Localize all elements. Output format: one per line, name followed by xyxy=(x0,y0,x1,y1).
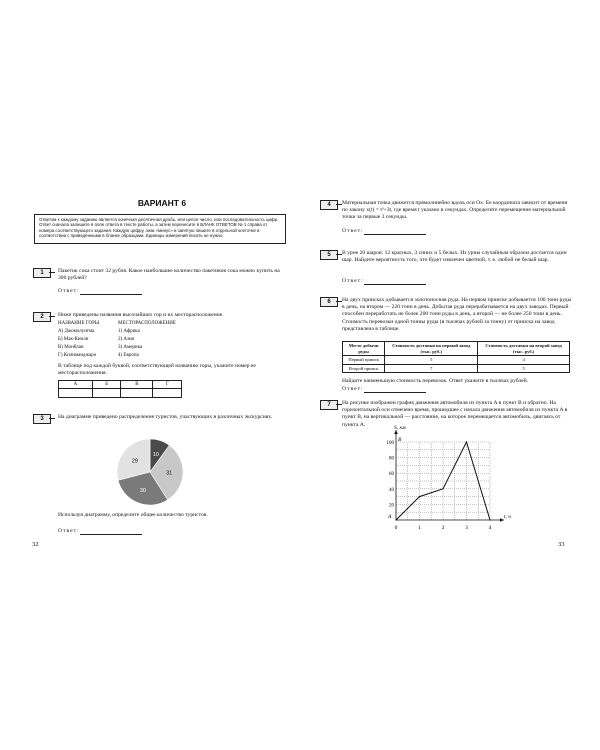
table-row2-name: Второй прииск xyxy=(343,364,385,373)
task-rule-2 xyxy=(49,316,55,317)
answer-label-3: Ответ: xyxy=(58,528,80,534)
x-tick-label-1: 1 xyxy=(418,525,421,531)
answer-field-3[interactable] xyxy=(80,528,142,535)
task-7-text: На рисунке изображен график движения автомобиля из пункта A в пункт B и обратно. На горизонтальной оси отмечено время, прошедшее с начала движения автомобиля из пункта A в пункт B, на вертикальной — расстояние, на которое перемещается автомобиль, двигаясь от пункта A. xyxy=(342,400,568,428)
grid-cell-a[interactable] xyxy=(59,389,93,398)
pie-chart xyxy=(110,432,190,512)
point-b-label: B xyxy=(398,437,402,443)
mountain-b: Б) Мак-Кинли xyxy=(58,337,89,342)
grid-letter-a: А xyxy=(59,381,93,389)
x-tick-label-0: 0 xyxy=(394,525,398,531)
y-tick-label-2: 60 xyxy=(389,472,394,478)
answer-label-1: Ответ: xyxy=(58,288,80,294)
mountain-v: В) Монблан xyxy=(58,345,84,350)
grid-letter-g: Г xyxy=(153,381,182,389)
pie-label-0: 10 xyxy=(152,451,159,458)
cost-table xyxy=(342,341,570,373)
answer-field-4[interactable] xyxy=(364,228,426,235)
point-a-label: A xyxy=(388,514,392,520)
pie-label-2: 30 xyxy=(139,487,147,494)
data-point-1 xyxy=(419,496,420,497)
task-number-6: 6 xyxy=(320,297,338,307)
task-5-text: В урне 20 шаров: 12 красных, 3 синих и 5 белых. Из урны случайным образом достается один шар. Найдите вероятность того, что будет извлечен цветной, т. е. любой не белый шар. xyxy=(342,250,567,264)
answer-label-6: Ответ: xyxy=(342,386,364,392)
grid-cell-v[interactable] xyxy=(121,389,153,398)
pie-label-3: 29 xyxy=(131,458,138,465)
mountain-a: А) Джомолунгма xyxy=(58,329,95,334)
table-row1-cost1: 5 xyxy=(385,356,478,365)
x-tick-label-3: 3 xyxy=(465,525,468,531)
location-2: 2) Азия xyxy=(118,337,134,342)
table-row1-cost2: 4 xyxy=(478,356,570,365)
y-tick-label-3: 80 xyxy=(389,456,394,462)
table-header-plant2: Стоимость доставки на второй завод (тыс. руб.) xyxy=(478,342,570,356)
task-number-2: 2 xyxy=(33,312,51,322)
x-tick-label-4: 4 xyxy=(488,525,492,531)
x-axis-label: t, ч xyxy=(504,514,511,520)
task-number-4: 4 xyxy=(320,200,338,210)
y-tick-label-4: 100 xyxy=(386,441,394,446)
task-1-text: Пакетик сока стоит 32 рубля. Какое наибольшее количество пакетиков сока можно купить на 300 рублей? xyxy=(58,268,280,282)
task-number-5: 5 xyxy=(320,250,338,260)
task-6-text: На двух приисках добывается золотоносная руда. На первом прииске добывается 100 тонн руды в день, на втором — 220 тонн в день. Добытая руда перерабатывается на двух заводах. Первый способен переработать не более 200 тонн руды в день, а второй — не более 250 тонн в день. Стоимость перевозки одной тонны руды (в тысячах рублей за тонну) от прииска на завод представлена в таблице. xyxy=(342,297,572,332)
task-rule-1 xyxy=(49,272,55,273)
answer-label-5: Ответ: xyxy=(342,278,364,284)
task-6-prompt: Найдите наименьшую стоимость перевозок. Ответ укажите в тысячах рублей. xyxy=(342,378,529,384)
grid-letter-v: В xyxy=(121,381,153,389)
mountains-header: НАЗВАНИЕ ГОРЫ xyxy=(58,321,100,326)
answer-field-5[interactable] xyxy=(364,278,426,285)
y-axis-label: S, км xyxy=(394,425,406,431)
grid-letter-b: Б xyxy=(92,381,120,389)
instructions-box: Ответом к каждому заданию является конечная десятичная дробь, или целое число, или последовательность цифр. Ответ сначала запишите в поле ответа в тексте работы, а затем перенесите в БЛАНК ОТВЕТОВ № 1 справа от номера соответствующего задания. Каждую цифру, знак «минус» и запятую пишите в отдельной клеточке в соответствии с приведёнными в бланке образцами. Единицы измерений писать не нужно. xyxy=(34,214,286,244)
table-row1-name: Первый прииск xyxy=(343,356,385,365)
task-3-prompt: Используя диаграмму, определите общее количество туристов. xyxy=(58,512,208,518)
table-header-plant1: Стоимость доставки на первый завод (тыс. руб.) xyxy=(385,342,478,356)
answer-label-4: Ответ: xyxy=(342,228,364,234)
data-point-2 xyxy=(442,488,443,489)
page-title: ВАРИАНТ 6 xyxy=(137,198,187,208)
task-2-note: В таблице под каждой буквой, соответствующей названию горы, укажите номер ее месторасположения. xyxy=(58,363,256,377)
y-tick-label-1: 40 xyxy=(389,487,394,493)
task-4-text: Материальная точка движется прямолинейно вдоль оси Ox. Ее координата зависит от времени по закону x(t) = t³+3t, где время t указано в секундах. Определите перемещение материальной точки за первые 3 секунды. xyxy=(342,200,568,221)
task-rule-3 xyxy=(49,418,55,419)
answer-grid-2 xyxy=(58,380,182,398)
task-3-text: На диаграмме приведено распределение туристов, участвующих в различных экскурсиях. xyxy=(58,414,273,420)
task-number-3: 3 xyxy=(33,414,51,424)
task-2-text: Ниже приведены названия высочайших гор и их месторасположение. xyxy=(58,312,224,318)
answer-field-6[interactable] xyxy=(364,386,426,393)
grid-cell-b[interactable] xyxy=(92,389,120,398)
answer-field-1[interactable] xyxy=(80,288,142,295)
location-4: 4) Европа xyxy=(118,353,139,358)
table-header-source: Место добычи руды xyxy=(343,342,385,356)
task-number-1: 1 xyxy=(33,268,51,278)
location-1: 1) Африка xyxy=(118,329,140,334)
x-tick-label-2: 2 xyxy=(441,525,445,531)
data-point-4 xyxy=(489,519,490,520)
y-tick-label-0: 20 xyxy=(389,503,394,509)
table-row2-cost1: 7 xyxy=(385,364,478,373)
location-3: 3) Америка xyxy=(118,345,143,350)
task-number-7: 7 xyxy=(320,400,338,410)
grid-cell-g[interactable] xyxy=(153,389,182,398)
pie-label-1: 31 xyxy=(166,470,173,477)
table-row2-cost2: 5 xyxy=(478,364,570,373)
locations-header: МЕСТОРАСПОЛОЖЕНИЕ xyxy=(118,321,176,326)
data-point-3 xyxy=(466,441,467,442)
mountain-g: Г) Килиманджаро xyxy=(58,353,97,358)
page-number-left: 32 xyxy=(32,541,39,548)
data-point-0 xyxy=(395,519,396,520)
distance-time-graph xyxy=(360,422,520,540)
page-number-right: 33 xyxy=(558,541,565,548)
